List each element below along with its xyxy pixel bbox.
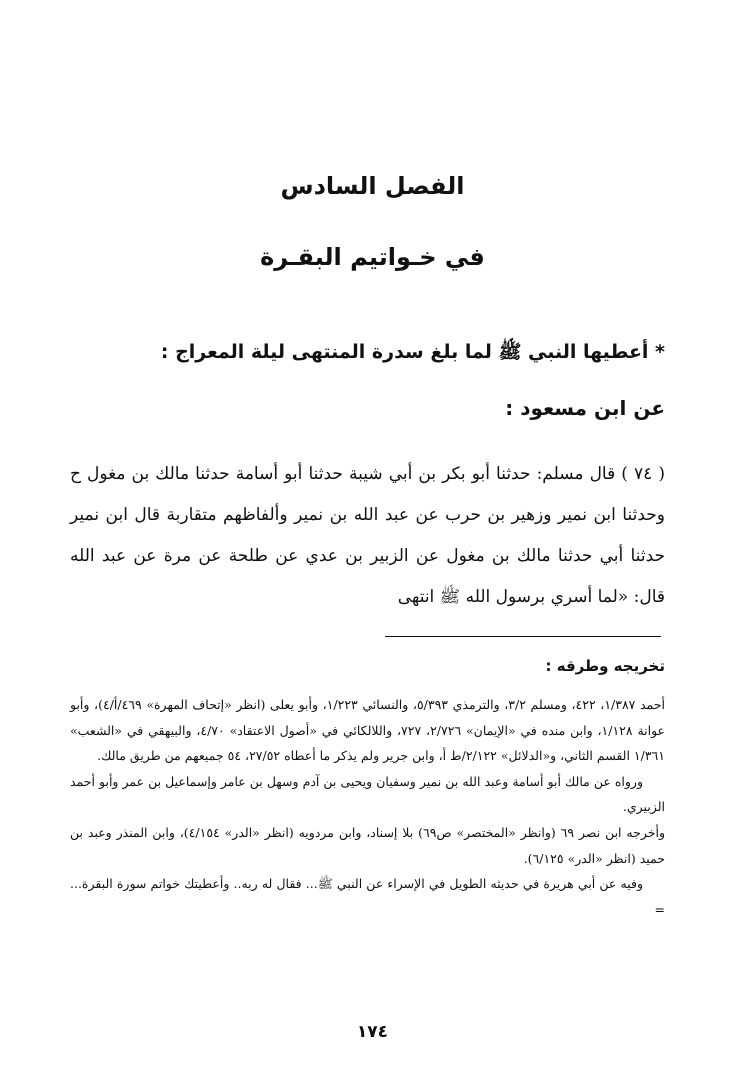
hadith-text [70,454,665,618]
page-number: ١٧٤ [356,1022,389,1042]
footnote-divider [385,636,661,637]
footnote-paragraph: أحمد ١/٣٨٧، ٤٢٢، ومسلم ٣/٢، والترمذي ٥/٣٩٣، والنسائي ١/٢٢٣، وأبو يعلى (انظر «إتحاف المهرة» ٤٦٩/أ/٤)، وأبو عوانة ١/١٢٨، وابن منده في «الإيمان» ٢/٧٢٦، ٧٢٧، واللالكائي في «أصول الاعتقاد» ٤/٧٠، والبيهقي في «الشعب» ١/٣٦١ القسم الثاني، و«الدلائل» ٢/١٢٢/ط أ، وابن جرير ولم يذكر ما أعطاه ٢٧/٥٢، ٥٤ جميعهم من طريق مالك. [70,697,666,764]
footnotes [70,692,665,922]
narrator-heading: عن ابن مسعود : [505,396,665,420]
section-heading: * أعطيها النبي ﷺ لما بلغ سدرة المنتهى ليلة المعراج : [160,341,665,363]
notes-heading: تخريجه وطرقه : [545,657,665,675]
footnote-paragraph: وفيه عن أبي هريرة في حديثه الطويل في الإسراء عن النبي ﷺ... فقال له ربه.. وأعطيتك خواتم سورة البقرة... = [70,876,665,917]
footnote-paragraph: وأخرجه ابن نصر ٦٩ (وانظر «المختصر» ص٦٩) بلا إسناد، وابن مردويه (انظر «الدر» ٤/١٥٤)، وابن المنذر وعبد بن حميد (انظر «الدر» ٦/١٢٥). [70,824,665,866]
chapter-title: الفصل السادس [280,172,465,200]
hadith-paragraph: ( ٧٤ ) قال مسلم: حدثنا أبو بكر بن أبي شيبة حدثنا أبو أسامة حدثنا مالك بن مغول ح وحدثنا ابن نمير وزهير بن حرب عن عبد الله بن نمير وألفاظهم متقاربة قال ابن نمير حدثنا أبي حدثنا مالك بن مغول عن الزبير بن عدي عن طلحة عن مرة عن عبد الله قال: «لما أسري برسول الله ﷺ انتهى [70,464,665,607]
footnote-paragraph: ورواه عن مالك أبو أسامة وعبد الله بن نمير وسفيان ويحيى بن آدم وسهل بن عامر وإسماعيل بن عمر وأبو أحمد الزبيري. [70,773,665,815]
chapter-subtitle: في خـواتيم البقـرة [260,243,485,271]
